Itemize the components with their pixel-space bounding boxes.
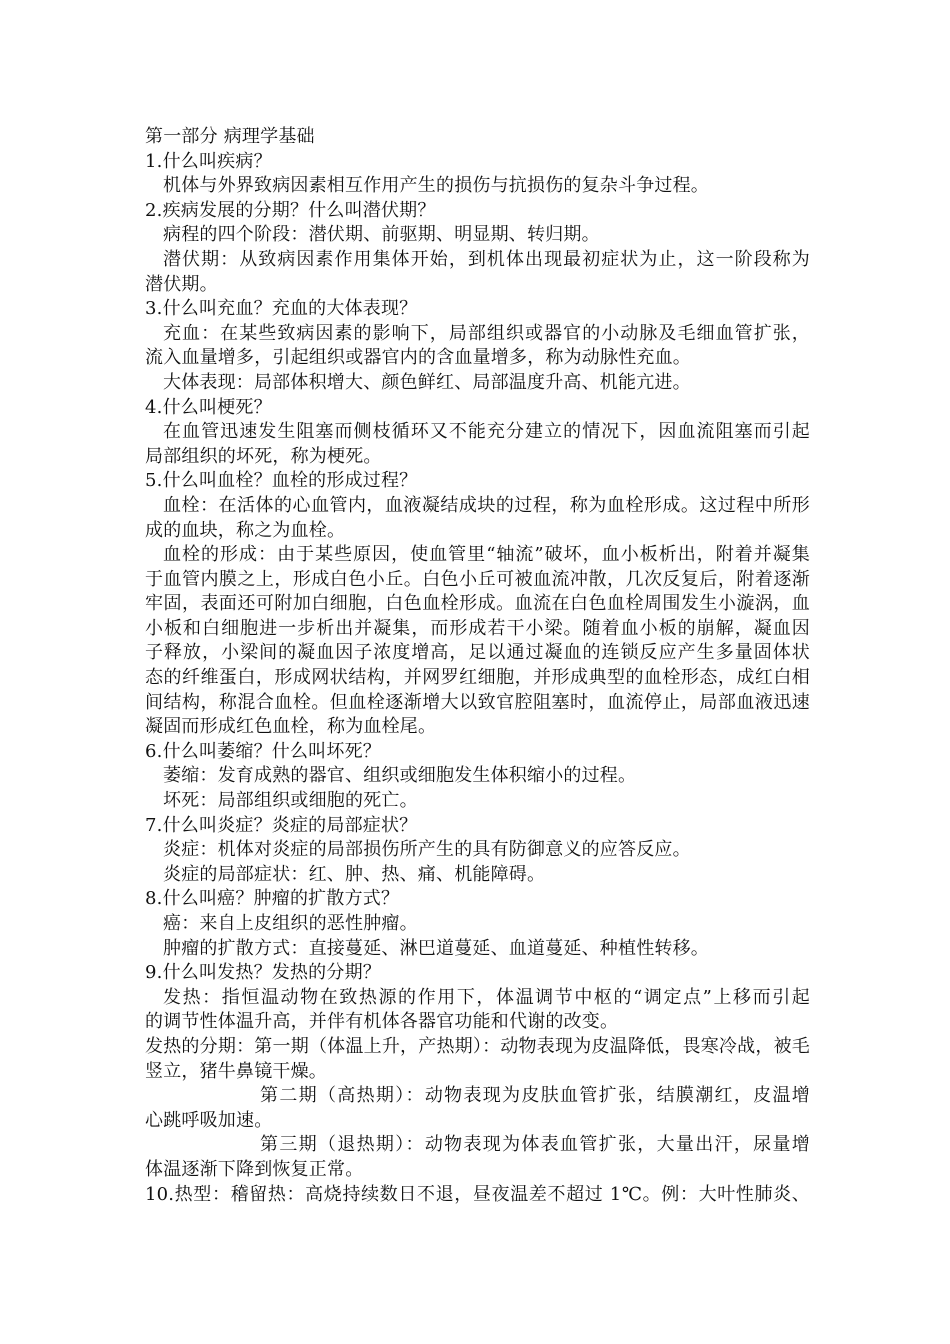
text-line: 发热的分期：第一期（体温上升，产热期）：动物表现为皮温降低，畏寒冷战，被毛	[145, 1035, 810, 1057]
text-line: 大体表现：局部体积增大、颜色鲜红、局部温度升高、机能亢进。	[163, 371, 691, 393]
text-line: 间结构，称混合血栓。但血栓逐渐增大以致官腔阻塞时，血流停止，局部血液迅速	[145, 691, 810, 713]
text-line: 萎缩：发育成熟的器官、组织或细胞发生体积缩小的过程。	[163, 765, 637, 787]
document-body	[145, 150, 810, 1208]
text-line: 凝固而形成红色血栓，称为血栓尾。	[145, 716, 437, 738]
text-line: 局部组织的坏死，称为梗死。	[145, 445, 382, 467]
text-line: 病程的四个阶段：潜伏期、前驱期、明显期、转归期。	[163, 224, 600, 246]
text-line: 子释放，小梁间的凝血因子浓度增高，足以通过凝血的连锁反应产生多量固体状	[145, 642, 810, 664]
document-page	[145, 125, 810, 1207]
question-heading: 1.什么叫疾病？	[145, 150, 272, 172]
text-line: 癌：来自上皮组织的恶性肿瘤。	[163, 913, 418, 934]
text-line: 血栓的形成：由于某些原因，使血管里“轴流”破坏，血小板析出，附着并凝集	[163, 544, 810, 566]
text-line: 坏死：局部组织或细胞的死亡。	[163, 790, 418, 812]
question-heading: 8.什么叫癌？肿瘤的扩散方式？	[145, 888, 400, 910]
text-line: 成的血块，称之为血栓。	[145, 519, 346, 541]
text-line: 炎症的局部症状：红、肿、热、痛、机能障碍。	[163, 863, 546, 885]
text-line: 于血管内膜之上，形成白色小丘。白色小丘可被血流冲散，几次反复后，附着逐渐	[145, 568, 810, 590]
question-heading: 2.疾病发展的分期？什么叫潜伏期？	[145, 199, 436, 221]
section-title: 第一部分 病理学基础	[145, 126, 315, 147]
text-line: 机体与外界致病因素相互作用产生的损伤与抗损伤的复杂斗争过程。	[163, 175, 709, 197]
text-line: 炎症：机体对炎症的局部损伤所产生的具有防御意义的应答反应。	[163, 839, 691, 861]
text-line: 血栓：在活体的心血管内，血液凝结成块的过程，称为血栓形成。这过程中所形	[163, 494, 810, 516]
text-line: 充血：在某些致病因素的影响下，局部组织或器官的小动脉及毛细血管扩张，	[163, 322, 810, 344]
text-line: 潜伏期：从致病因素作用集体开始，到机体出现最初症状为止，这一阶段称为	[163, 248, 810, 270]
question-heading: 10.热型：稽留热：高烧持续数日不退，昼夜温差不超过 1℃。例：大叶性肺炎、	[145, 1183, 810, 1205]
text-line: 竖立，猪牛鼻镜干燥。	[145, 1060, 327, 1082]
text-line: 心跳呼吸加速。	[145, 1109, 273, 1131]
text-line: 肿瘤的扩散方式：直接蔓延、淋巴道蔓延、血道蔓延、种植性转移。	[163, 937, 709, 959]
question-heading: 7.什么叫炎症？炎症的局部症状？	[145, 814, 418, 836]
question-heading: 5.什么叫血栓？血栓的形成过程？	[145, 470, 418, 492]
text-line: 态的纤维蛋白，形成网状结构，并网罗红细胞，并形成典型的血栓形态，成红白相	[145, 667, 810, 689]
text-line: 发热：指恒温动物在致热源的作用下，体温调节中枢的“调定点”上移而引起	[163, 986, 810, 1008]
question-heading: 6.什么叫萎缩？什么叫坏死？	[145, 740, 381, 762]
text-line: 第三期（退热期）：动物表现为体表血管扩张，大量出汗，尿量增	[260, 1134, 810, 1156]
text-line: 第二期（高热期）：动物表现为皮肤血管扩张，结膜潮红，皮温增	[260, 1085, 810, 1107]
text-line: 在血管迅速发生阻塞而侧枝循环又不能充分建立的情况下，因血流阻塞而引起	[163, 421, 810, 443]
text-line: 牢固，表面还可附加白细胞，白色血栓形成。血流在白色血栓周围发生小漩涡，血	[145, 593, 810, 615]
question-heading: 4.什么叫梗死？	[145, 396, 272, 418]
text-line: 潜伏期。	[145, 273, 218, 295]
text-line: 小板和白细胞进一步析出并凝集，而形成若干小梁。随着血小板的崩解，凝血因	[145, 617, 810, 639]
text-line: 流入血量增多，引起组织或器官内的含血量增多，称为动脉性充血。	[145, 347, 691, 369]
text-line: 体温逐渐下降到恢复正常。	[145, 1158, 364, 1180]
text-line: 的调节性体温升高，并伴有机体各器官功能和代谢的改变。	[145, 1011, 619, 1033]
question-heading: 3.什么叫充血？充血的大体表现？	[145, 298, 418, 320]
question-heading: 9.什么叫发热？发热的分期？	[145, 962, 381, 984]
